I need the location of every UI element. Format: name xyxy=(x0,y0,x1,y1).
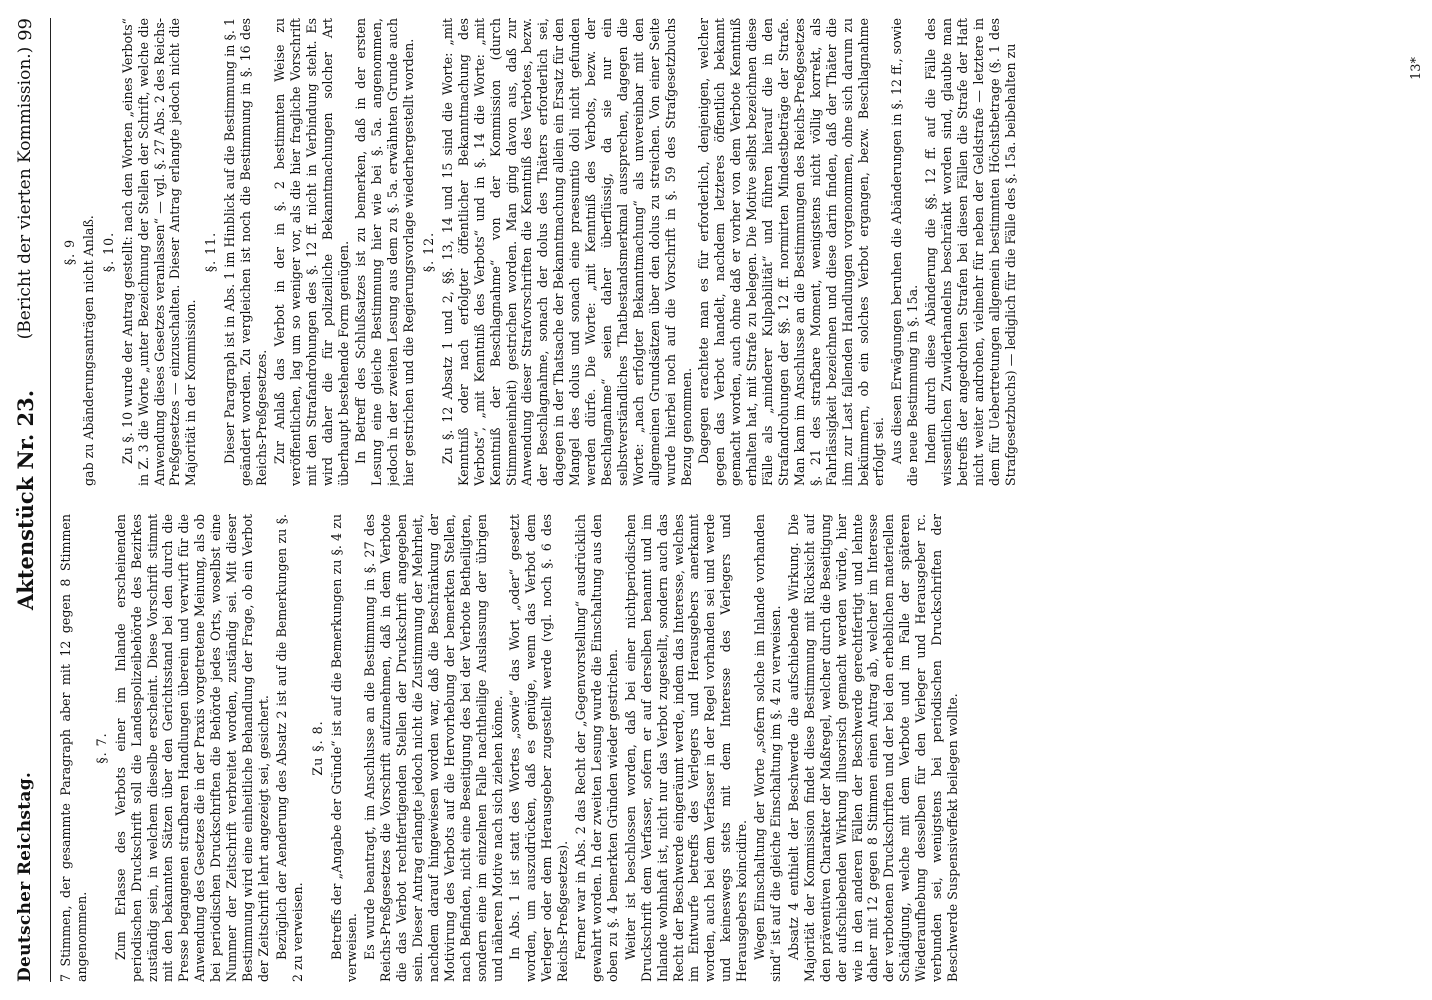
paragraph: Zu §. 12 Absatz 1 und 2, §§. 13, 14 und 15 sind die Worte: „mit Kenntniß oder nach erfolgter öffentlicher Bekanntmachung des Verbots“, „mit Kenntniß des Verbots“ und in §. 14 die Worte: „mit Kenntniß der Beschlagnahme“ von der Kommission (durch Stimmeneinheit) gestrichen worden. Man ging davon aus, daß zur Anwendung dieser Strafvorschriften die Kenntniß des Verbotes, bezw. der Beschlagnahme, sonach der dolus des Thäters erforderlich sei, dagegen in der Thatsache der Bekanntmachung allein ein Ersatz für den Mangel des dolus und sonach eine praesumtio doli nicht gefunden werden dürfe. Die Worte: „mit Kenntniß des Verbots, bezw. der Beschlagnahme“ seien daher überflüssig, da sie nur ein selbstverständliches Thatbestandsmerkmal aussprechen, dagegen die Worte: „nach erfolgter Bekanntmachung“ als unvereinbar mit den allgemeinen Grundsätzen über den dolus zu streichen. Von einer Seite wurde hierbei noch auf die Vorschrift in §. 59 des Strafgesetzbuchs Bezug genommen. xyxy=(439,18,694,486)
page-number: 99 xyxy=(14,18,36,41)
paragraph: Dieser Paragraph ist in Abs. 1 im Hinblick auf die Bestimmung in §. 1 geändert worden. Zu vergleichen ist noch die Bestimmung in §. 16 des Reichs-Preßgesetzes. xyxy=(222,18,269,486)
header-rule xyxy=(50,18,51,982)
text-column-left xyxy=(58,514,1388,982)
paragraph: Bezüglich der Aenderung des Absatz 2 ist auf die Bemerkungen zu §. 2 zu verweisen. xyxy=(273,514,305,982)
text-column-right xyxy=(58,18,1388,486)
section-heading: §. 7. xyxy=(93,732,109,764)
paragraph: Zur Anlaß das Verbot in der in §. 2 bestimmten Weise zu veröffentlichen, lag um so weniger vor, als die hier fragliche Vorschrift mit den Strafandrohungen des §. 12 ff. nicht in Verbindung steht. Es wird daher die für polizeiliche Bekanntmachungen solcher Art überhaupt bestehende Form genügen. xyxy=(271,18,351,486)
paragraph: In Abs. 1 ist statt des Wortes „sowie“ das Wort „oder“ gesetzt worden, um auszudrücken, daß es genüge, wenn das Verbot dem Verleger oder dem Herausgeber zugestellt werde (vgl. noch §. 6 des Reichs-Preßgesetzes). xyxy=(507,514,571,982)
section-heading: §. 12. xyxy=(421,231,437,273)
page-header xyxy=(0,18,50,982)
section-heading: §. 11. xyxy=(203,231,219,273)
paragraph: Weiter ist beschlossen worden, daß bei einer nichtperiodischen Druckschrift dem Verfasser, sofern er auf derselben benannt und im Inlande wohnhaft ist, nicht nur das Verbot zugestellt, sondern auch das Recht der Beschwerde eingeräumt werde, indem das Interesse, welches im Entwurfe betreffs des Verlegers und Herausgebers anerkannt worden, auch bei dem Verfasser in der Regel vorhanden sei und werde und keineswegs stets mit dem Interesse des Verlegers und Herausgebers koincidire. xyxy=(622,514,750,982)
signature-mark: 13* xyxy=(1409,56,1424,80)
paragraph: Es wurde beantragt, im Anschlusse an die Bestimmung in §. 27 des Reichs-Preßgesetzes die Vorschrift aufzunehmen, daß in dem Verbote die das Verbot rechtfertigenden Stellen der Druckschrift angegeben sein. Dieser Antrag erlangte jedoch nicht die Zustimmung der Mehrheit, nachdem darauf hingewiesen worden war, daß die Beschränkung der Motivirung des Verbots auf die Hervorhebung der bemerkten Stellen, nach Befinden, nicht eine Beseitigung des bei der Verbote Betheiligten, sondern eine im einzelnen Falle nachtheilige Auslassung der übrigen und näheren Motive nach sich ziehen könne. xyxy=(362,514,505,982)
section-heading: §. 10. xyxy=(100,231,116,273)
paragraph: Wegen Einschaltung der Worte „sofern solche im Inlande vorhanden sind“ ist auf die gleiche Einschaltung im §. 4 zu verweisen. xyxy=(752,514,783,982)
paragraph: Betreffs der „Angabe der Gründe“ ist auf die Bemerkungen zu §. 4 zu verweisen. xyxy=(328,514,360,982)
paragraph: Ferner war in Abs. 2 das Recht der „Gegenvorstellung“ ausdrücklich gewahrt worden. In der zweiten Lesung wurde die Einschaltung aus den oben zu §. 4 bemerkten Gründen wieder gestrichen. xyxy=(573,514,620,982)
paragraph: Zum Erlasse des Verbots einer im Inlande erscheinenden periodischen Druckschrift soll die Landespolizeibehörde des Bezirkes zuständig sein, in welchem dieselbe erscheint. Diese Vorschrift stimmt mit den bekannten Sätzen über den Gerichtsstand bei den durch die Presse begangenen strafbaren Handlungen überein und verwirft für die Anwendung des Gesetzes die in der Praxis vorgetretene Meinung, als ob bei periodischen Druckschriften die Behörde jedes Orts, woselbst eine Nummer der Zeitschrift verbreitet worden, zuständig sei. Mit dieser Bestimmung wird eine einheitliche Behandlung der Frage, ob ein Verbot der Zeitschrift lehrt angezeigt sei, gesichert. xyxy=(112,514,271,982)
header-left: Deutscher Reichstag. xyxy=(15,771,35,982)
paragraph: Zu §. 10 wurde der Antrag gestellt: nach den Worten „eines Verbots“ in Z. 3 die Worte „unter Bezeichnung der Stellen der Schrift, welche die Anwendung dieses Gesetzes veranlassen“ — vgl. §. 27 Abs. 2 des Reichs-Preßgesetzes — einzuschalten. Dieser Antrag erlangte jedoch nicht die Majorität in der Kommission. xyxy=(119,18,199,486)
paragraph: Aus diesen Erwägungen beruhen die Abänderungen in §. 12 ff., sowie die neue Bestimmung in §. 15a. xyxy=(889,18,921,486)
paragraph: Indem durch diese Abänderung die §§. 12 ff. auf die Fälle des wissentlichen Zuwiderhandelns beschränkt worden sind, glaubte man betreffs der angedrohten Strafen bei diesen Fällen die Strafe der Haft nicht weiter androhen, vielmehr für neben der Geldstrafe — letztere in dem für Uebertretungen allgemein bestimmten Höchstbetrage (§. 1 des Strafgesetzbuchs) — lediglich für die Fälle des §. 15a. beibehalten zu xyxy=(923,18,1018,486)
header-right xyxy=(15,18,36,339)
paragraph: Absatz 4 enthielt der Beschwerde die aufschiebende Wirkung. Die Majorität der Kommission findet diese Bestimmung mit Rücksicht auf den präventiven Charakter der Maßregel, welcher durch die Beseitigung der aufschiebenden Wirkung illusorisch gemacht werden würde, hier wie in den anderen Fällen der Beschwerde gerechtfertigt und lehnte daher mit 12 gegen 8 Stimmen einen Antrag ab, welcher im Interesse der verbotenen Druckschriften und der bei den erheblichen materiellen Schädigung, welche mit dem Verbote und im Falle der späteren Wiederaufhebung desselben für den Verleger und Herausgeber rc. verbunden sei, wenigstens bei periodischen Druckschriften der Beschwerde Suspensiveffekt beilegen wollte. xyxy=(785,514,960,982)
paragraph: gab zu Abänderungsanträgen nicht Anlaß. xyxy=(80,215,96,486)
paragraph: In Betreff des Schlußsatzes ist zu bemerken, daß in der ersten Lesung eine gleiche Bestimmung hier wie bei §. 5a. angenommen, jedoch in der zweiten Lesung aus dem zu §. 5a. erwähnten Grunde auch hier gestrichen und die Regierungsvorlage wiederhergestellt worden. xyxy=(353,18,417,486)
section-heading: §. 9 xyxy=(62,238,77,266)
paragraph: 7 Stimmen, der gesammte Paragraph aber mit 12 gegen 8 Stimmen angenommen. xyxy=(58,514,89,982)
header-subtitle: (Bericht der vierten Kommission.) xyxy=(14,46,35,340)
header-document-number: Aktenstück Nr. 23. xyxy=(12,389,38,611)
section-heading: Zu §. 8. xyxy=(309,720,325,776)
paragraph: Dagegen erachtete man es für erforderlich, denjenigen, welcher gegen das Verbot handelt, nachdem letzteres öffentlich bekannt gemacht worden, auch ohne daß er vorher von dem Verbote Kenntniß erhalten hat, mit Strafe zu belegen. Die Motive selbst bezeichnen diese Fälle als „minderer Kulpabilität“ und führen hierauf die in den Strafandrohungen der §§. 12 ff. normirten Mindestbeträge der Strafe. Man kam im Anschlusse an die Bestimmungen des Reichs-Preßgesetzes §. 21 des strafbare Moment, wenigstens nicht völlig korrekt, als Fahrlässigkeit bezeichnen und diese darin finden, daß der Thäter die ihm zur Last fallenden Handlungen vorgenommen, ohne sich darum zu bekümmern, ob ein solches Verbot ergangen, bezw. Beschlagnahme erfolgt sei. xyxy=(696,18,887,486)
